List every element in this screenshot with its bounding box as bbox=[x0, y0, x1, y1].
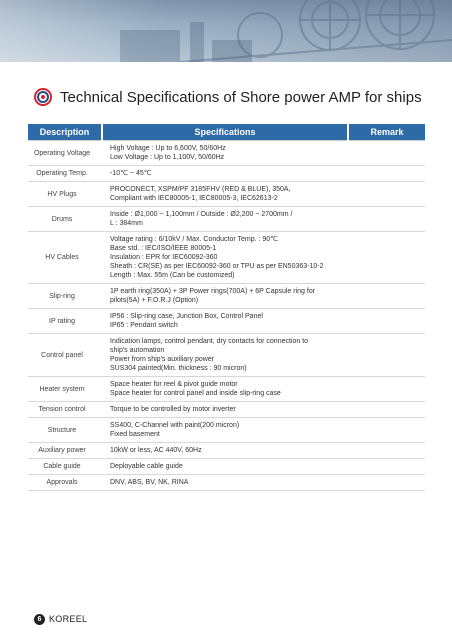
table-row bbox=[28, 207, 425, 232]
row-remark bbox=[348, 166, 425, 182]
row-specification bbox=[102, 166, 348, 182]
header-description: Description bbox=[28, 124, 102, 141]
row-remark bbox=[348, 182, 425, 207]
table-row bbox=[28, 141, 425, 166]
row-specification bbox=[102, 141, 348, 166]
row-remark bbox=[348, 475, 425, 491]
row-remark bbox=[348, 334, 425, 377]
spec-line: Power from ship's auxiliary power bbox=[110, 356, 215, 363]
spec-line: Length : Max. 55m (Can be customized) bbox=[110, 272, 235, 279]
spec-line: High Voltage : Up to 6,600V, 50/60Hz bbox=[110, 145, 226, 152]
spec-line: DNV, ABS, BV, NK, RINA bbox=[110, 479, 189, 486]
table-row bbox=[28, 459, 425, 475]
row-description: HV Plugs bbox=[28, 182, 102, 207]
row-specification bbox=[102, 232, 348, 284]
spec-line: Space heater for control panel and inside slip-ring case bbox=[110, 390, 281, 397]
row-specification bbox=[102, 475, 348, 491]
row-description: Slip-ring bbox=[28, 284, 102, 309]
row-specification bbox=[102, 207, 348, 232]
spec-line: IP56 : Slip-ring case, Junction Box, Control Panel bbox=[110, 313, 263, 320]
spec-line: 1P earth ring(350A) + 3P Power rings(700A) + 6P Capsule ring for bbox=[110, 288, 316, 295]
spec-line: PROCONECT, XSPM/PF 3185FHV (RED & BLUE), 350A, bbox=[110, 186, 291, 193]
row-description: IP rating bbox=[28, 309, 102, 334]
spec-line: -10℃ ~ 45℃ bbox=[110, 170, 152, 177]
page-number: 6 bbox=[34, 614, 45, 625]
row-description: Cable guide bbox=[28, 459, 102, 475]
spec-line: L : 384mm bbox=[110, 220, 143, 227]
row-description: Control panel bbox=[28, 334, 102, 377]
spec-line: Deployable cable guide bbox=[110, 463, 183, 470]
table-row bbox=[28, 334, 425, 377]
table-row bbox=[28, 475, 425, 491]
row-description: Operating Voltage bbox=[28, 141, 102, 166]
spec-line: Torque to be controlled by motor inverter bbox=[110, 406, 236, 413]
row-remark bbox=[348, 284, 425, 309]
title-row bbox=[34, 86, 422, 108]
row-specification bbox=[102, 334, 348, 377]
header-remark: Remark bbox=[348, 124, 425, 141]
row-description: Approvals bbox=[28, 475, 102, 491]
table-row bbox=[28, 284, 425, 309]
spec-line: 10kW or less, AC 440V, 60Hz bbox=[110, 447, 202, 454]
table-row bbox=[28, 418, 425, 443]
brand-name: KOREEL bbox=[49, 614, 88, 624]
row-specification bbox=[102, 459, 348, 475]
spec-line: Fixed basement bbox=[110, 431, 160, 438]
row-remark bbox=[348, 141, 425, 166]
spec-line: ship's automation bbox=[110, 347, 165, 354]
spec-table bbox=[28, 124, 425, 491]
row-specification bbox=[102, 284, 348, 309]
table-row bbox=[28, 309, 425, 334]
row-specification bbox=[102, 182, 348, 207]
table-header-row bbox=[28, 124, 425, 141]
table-row bbox=[28, 232, 425, 284]
table-row bbox=[28, 443, 425, 459]
row-description: Operating Temp. bbox=[28, 166, 102, 182]
row-remark bbox=[348, 418, 425, 443]
row-specification bbox=[102, 377, 348, 402]
spec-line: Compliant with IEC80005-1, IEC80005-3, IEC62613-2 bbox=[110, 195, 278, 202]
header-specifications: Specifications bbox=[102, 124, 348, 141]
spec-line: Space heater for reel & pivot guide motor bbox=[110, 381, 238, 388]
row-remark bbox=[348, 377, 425, 402]
spec-line: Sheath : CR(SE) as per IEC60092-360 or TPU as per EN50363-10-2 bbox=[110, 263, 324, 270]
row-specification bbox=[102, 443, 348, 459]
spec-line: Voltage rating : 6/10kV / Max. Conductor Temp. : 90℃ bbox=[110, 236, 279, 243]
spec-line: SUS304 painted(Min. thickness : 90 micron) bbox=[110, 365, 247, 372]
row-remark bbox=[348, 459, 425, 475]
row-remark bbox=[348, 207, 425, 232]
spec-line: Base std. : IEC/ISO/IEEE 80005-1 bbox=[110, 245, 217, 252]
footer bbox=[34, 612, 87, 626]
spec-line: Inside : Ø1,000 ~ 1,100mm / Outside : Ø2,200 ~ 2700mm / bbox=[110, 211, 293, 218]
spec-line: Insulation : EPR for IEC60092-360 bbox=[110, 254, 218, 261]
spec-line: Low Voltage : Up to 1,100V, 50/60Hz bbox=[110, 154, 225, 161]
row-description: Structure bbox=[28, 418, 102, 443]
row-remark bbox=[348, 443, 425, 459]
row-remark bbox=[348, 402, 425, 418]
table-row bbox=[28, 402, 425, 418]
table-row bbox=[28, 377, 425, 402]
spec-line: SS400, C-Channel with paint(200 micron) bbox=[110, 422, 240, 429]
row-description: Tension control bbox=[28, 402, 102, 418]
table-row bbox=[28, 166, 425, 182]
koreel-logo-icon bbox=[34, 88, 52, 106]
row-description: Heater system bbox=[28, 377, 102, 402]
row-specification bbox=[102, 309, 348, 334]
row-specification bbox=[102, 402, 348, 418]
row-specification bbox=[102, 418, 348, 443]
spec-line: pilots(5A) + F.O.R.J (Option) bbox=[110, 297, 199, 304]
row-description: HV Cables bbox=[28, 232, 102, 284]
row-description: Auxiliary power bbox=[28, 443, 102, 459]
spec-line: Indication lamps, control pendant, dry contacts for connection to bbox=[110, 338, 309, 345]
row-remark bbox=[348, 309, 425, 334]
spec-line: IP65 : Pendant switch bbox=[110, 322, 178, 329]
row-description: Drums bbox=[28, 207, 102, 232]
page-title: Technical Specifications of Shore power AMP for ships bbox=[60, 88, 422, 106]
row-remark bbox=[348, 232, 425, 284]
header-banner-image bbox=[0, 0, 452, 62]
table-row bbox=[28, 182, 425, 207]
